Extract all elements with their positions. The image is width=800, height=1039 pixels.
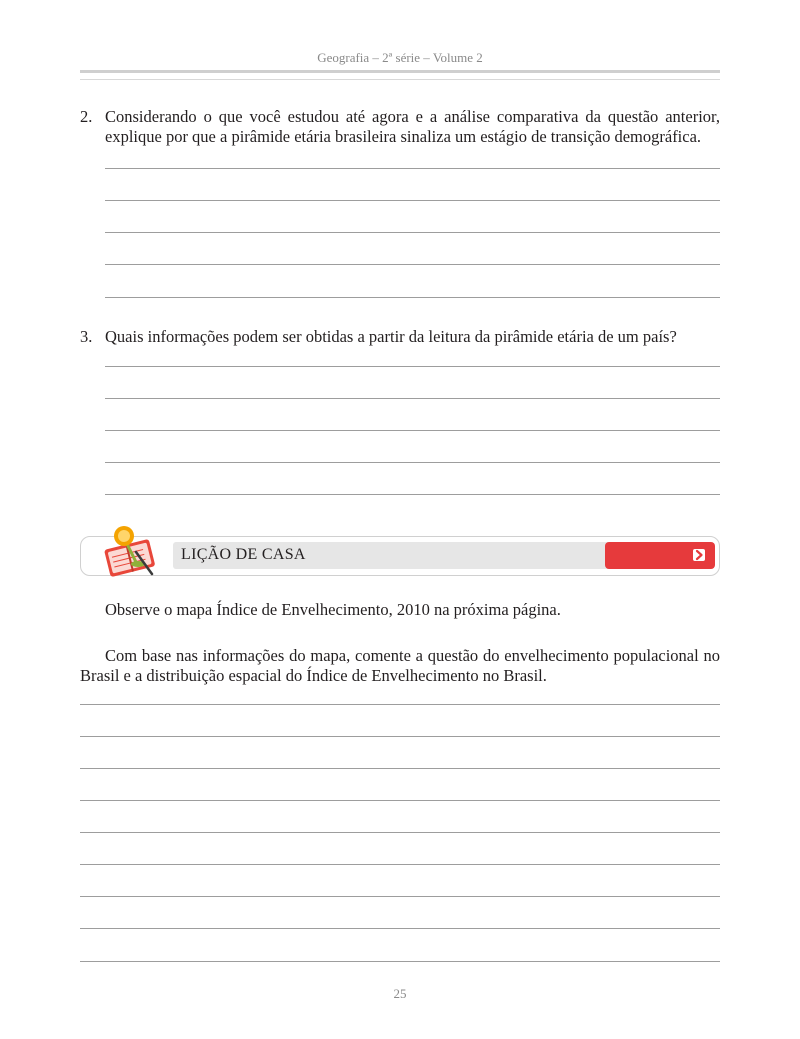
answer-line[interactable] (105, 264, 720, 265)
answer-line[interactable] (80, 832, 720, 833)
answer-line[interactable] (105, 494, 720, 495)
homework-title: LIÇÃO DE CASA (181, 546, 306, 563)
question-text: Quais informações podem ser obtidas a partir da leitura da pirâmide etária de um país? (105, 327, 677, 346)
instruction-paragraph: Com base nas informações do mapa, comente a questão do envelhecimento populacional no Brasil e a distribuição espacial do Índice de Envelhecimento no Brasil. (80, 646, 720, 685)
answer-line[interactable] (105, 200, 720, 201)
answer-line[interactable] (105, 366, 720, 367)
question-number: 2. (80, 107, 93, 126)
chevron-right-icon (693, 549, 705, 561)
question-text: Considerando o que você estudou até agora e a análise comparativa da questão anterior, explique por que a pirâmide etária brasileira sinaliza um estágio de transição demográfica. (105, 107, 720, 146)
answer-line[interactable] (80, 736, 720, 737)
header-rule (80, 70, 720, 80)
answer-line[interactable] (105, 297, 720, 298)
answer-line[interactable] (105, 430, 720, 431)
running-header: Geografia – 2ª série – Volume 2 (317, 50, 483, 65)
answer-line[interactable] (80, 896, 720, 897)
answer-line[interactable] (105, 168, 720, 169)
homework-notebook-lamp-icon (96, 524, 164, 586)
answer-line[interactable] (80, 704, 720, 705)
homework-expand-button[interactable] (605, 542, 715, 569)
page-number: 25 (393, 986, 407, 1001)
answer-line[interactable] (80, 961, 720, 962)
answer-line[interactable] (80, 928, 720, 929)
question-2 (80, 107, 720, 147)
answer-line[interactable] (80, 768, 720, 769)
question-3 (80, 327, 720, 347)
answer-line[interactable] (80, 864, 720, 865)
question-number: 3. (80, 327, 93, 346)
answer-line[interactable] (80, 800, 720, 801)
instruction-paragraph: Observe o mapa Índice de Envelhecimento, 2010 na próxima página. (105, 600, 561, 619)
answer-line[interactable] (105, 398, 720, 399)
answer-line[interactable] (105, 462, 720, 463)
answer-line[interactable] (105, 232, 720, 233)
homework-banner (80, 536, 720, 576)
